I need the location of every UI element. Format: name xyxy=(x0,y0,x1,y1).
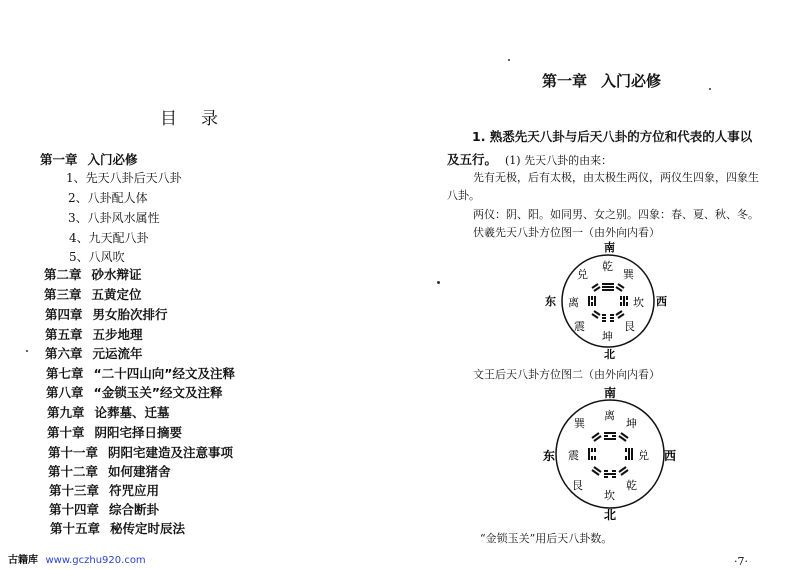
toc-chapter-9[interactable]: 第九章 论葬墓、迁墓 xyxy=(47,405,170,420)
diagram-2-bagua xyxy=(540,385,680,521)
toc-subitem[interactable]: 5、八风吹 xyxy=(69,250,125,264)
toc-title xyxy=(160,104,242,129)
diagram-1-top-right: 巽 xyxy=(623,268,634,281)
paragraph-2: 两仪：阴、阳。如同男、女之别。四象：春、夏、秋、冬。 xyxy=(473,208,759,221)
diagram-2-top-left: 巽 xyxy=(574,417,585,430)
toc-chapter-14[interactable]: 第十四章 综合断卦 xyxy=(49,502,160,517)
footer-watermark[interactable] xyxy=(8,551,146,566)
chapter-heading: 第一章 入门必修 xyxy=(542,72,662,90)
diagram-2-bottom-right: 乾 xyxy=(626,479,637,492)
diagram-1-bottom: 坤 xyxy=(602,330,613,343)
toc-chapter-6[interactable]: 第六章 元运流年 xyxy=(45,346,143,361)
scan-speck xyxy=(437,281,440,284)
paragraph-1-line1: 先有无极，后有太极，由太极生两仪，两仪生四象，四象生 xyxy=(473,171,759,184)
diagram-2-caption: 文王后天八卦方位图二（由外向内看） xyxy=(473,368,660,381)
diagram-1-bottom-right: 艮 xyxy=(624,320,635,333)
section-heading-line1: 1. 熟悉先天八卦与后天八卦的方位和代表的人事以 xyxy=(472,129,753,144)
toc-chapter-7[interactable]: 第七章 “二十四山向”经文及注释 xyxy=(46,366,235,381)
footer-site-name: 古籍库 xyxy=(8,555,38,566)
diagram-1-top: 乾 xyxy=(602,260,613,273)
diagram-1-caption: 伏羲先天八卦方位图一（由外向内看） xyxy=(473,226,660,239)
section-heading-line2: 及五行。 (1) 先天八卦的由来： xyxy=(447,152,613,167)
closing-line: “金锁玉关”用后天八卦数。 xyxy=(480,532,613,545)
toc-chapter-10[interactable]: 第十章 阴阳宅择日摘要 xyxy=(47,425,183,440)
toc-title-char: 录 xyxy=(201,109,220,129)
toc-chapter-12[interactable]: 第十二章 如何建猪舍 xyxy=(48,464,171,479)
diagram-1-bagua xyxy=(540,240,670,360)
diagram-1-west: 西 xyxy=(656,295,667,308)
toc-subitem[interactable]: 2、八卦配人体 xyxy=(68,191,148,205)
page-number: ·7· xyxy=(734,555,748,568)
toc-chapter-8[interactable]: 第八章 “金锁玉关”经文及注释 xyxy=(46,385,223,400)
toc-subitem[interactable]: 4、九天配八卦 xyxy=(69,231,149,245)
paragraph-1-line2: 八卦。 xyxy=(447,189,480,202)
toc-chapter-2[interactable]: 第二章 砂水辩证 xyxy=(44,267,142,282)
toc-chapter-11[interactable]: 第十一章 阴阳宅建造及注意事项 xyxy=(48,445,234,460)
toc-title-char: 目 xyxy=(160,109,179,129)
toc-chapter-4[interactable]: 第四章 男女胎次排行 xyxy=(45,307,168,322)
diagram-1-right: 坎 xyxy=(633,296,644,309)
diagram-1-trigram-bars xyxy=(589,284,627,321)
scan-speck xyxy=(709,88,711,90)
diagram-2-bottom-left: 艮 xyxy=(572,479,583,492)
diagram-2-top: 离 xyxy=(604,409,615,422)
diagram-1-left: 离 xyxy=(568,296,579,309)
diagram-1-east: 东 xyxy=(545,295,556,308)
footer-url[interactable]: www.gczhu920.com xyxy=(45,555,146,566)
scan-speck xyxy=(508,59,510,61)
diagram-2-east: 东 xyxy=(543,449,556,463)
diagram-1-south: 南 xyxy=(604,241,615,254)
diagram-2-left: 震 xyxy=(568,449,579,462)
diagram-2-right: 兑 xyxy=(638,449,649,462)
toc-chapter-13[interactable]: 第十三章 符咒应用 xyxy=(49,483,160,498)
toc-chapter-5[interactable]: 第五章 五步地理 xyxy=(45,327,143,342)
toc-subitem[interactable]: 3、八卦风水属性 xyxy=(68,211,160,225)
diagram-1-bottom-left: 震 xyxy=(574,320,585,333)
diagram-2-top-right: 坤 xyxy=(626,417,637,430)
diagram-2-trigram-bars xyxy=(589,433,632,477)
diagram-1-north: 北 xyxy=(604,348,615,360)
toc-chapter-15[interactable]: 第十五章 秘传定时辰法 xyxy=(50,521,186,536)
diagram-2-south: 南 xyxy=(604,386,617,400)
diagram-2-north: 北 xyxy=(604,508,617,521)
diagram-2-west: 西 xyxy=(664,449,677,463)
diagram-1-top-left: 兑 xyxy=(577,268,588,281)
toc-chapter-3[interactable]: 第三章 五黄定位 xyxy=(44,287,142,302)
scan-speck xyxy=(26,350,28,352)
toc-chapter-1[interactable]: 第一章 入门必修 xyxy=(40,152,138,167)
toc-subitem[interactable]: 1、先天八卦后天八卦 xyxy=(66,171,182,185)
diagram-2-bottom: 坎 xyxy=(604,489,615,502)
